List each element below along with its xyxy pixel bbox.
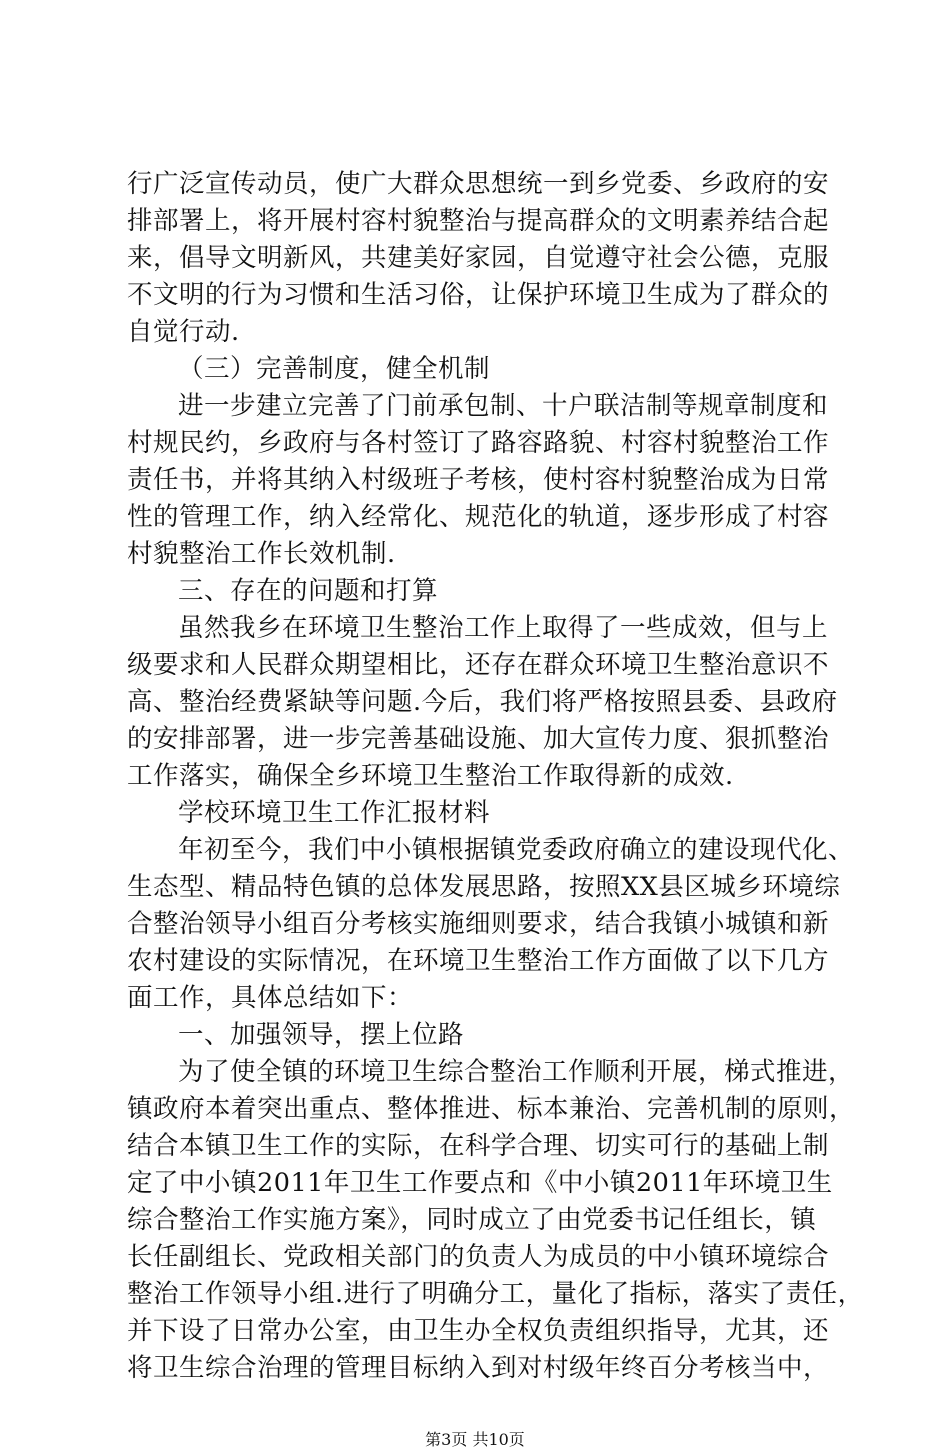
text-line: 结合本镇卫生工作的实际，在科学合理、切实可行的基础上制 (127, 1131, 830, 1161)
text-line: 村规民约，乡政府与各村签订了路容路貌、村容村貌整治工作 (127, 428, 830, 458)
page-number: 第3页 共10页 (425, 1430, 525, 1449)
text-line: 农村建设的实际情况，在环境卫生整治工作方面做了以下几方 (127, 946, 830, 976)
text-line: 来，倡导文明新风，共建美好家园，自觉遵守社会公德，克服 (127, 243, 830, 273)
text-line: 综合整治工作实施方案》，同时成立了由党委书记任组长，镇 (127, 1205, 817, 1235)
text-line: 为了使全镇的环境卫生综合整治工作顺利开展，梯式推进， (178, 1057, 855, 1087)
text-line: 性的管理工作，纳入经常化、规范化的轨道，逐步形成了村容 (127, 502, 830, 532)
section-heading: （三）完善制度，健全机制 (178, 354, 491, 384)
text-line: 责任书，并将其纳入村级班子考核，使村容村貌整治成为日常 (127, 465, 830, 495)
text-line: 高、整治经费紧缺等问题.今后，我们将严格按照县委、县政府 (127, 687, 838, 717)
section-heading: 三、存在的问题和打算 (178, 576, 439, 606)
text-line: 自觉行动. (127, 317, 240, 347)
text-line: 将卫生综合治理的管理目标纳入到对村级年终百分考核当中， (127, 1353, 830, 1383)
text-line: 工作落实，确保全乡环境卫生整治工作取得新的成效. (127, 761, 734, 791)
text-line: 面工作，具体总结如下： (127, 983, 414, 1013)
text-line: 长任副组长、党政相关部门的负责人为成员的中小镇环境综合 (127, 1242, 830, 1272)
text-line: 镇政府本着突出重点、整体推进、标本兼治、完善机制的原则， (127, 1094, 856, 1124)
text-line: 整治工作领导小组.进行了明确分工，量化了指标，落实了责任， (127, 1279, 864, 1309)
document-title: 学校环境卫生工作汇报材料 (178, 798, 491, 828)
text-line: 虽然我乡在环境卫生整治工作上取得了一些成效，但与上 (178, 613, 829, 643)
text-line: 生态型、精品特色镇的总体发展思路，按照XX县区城乡环境综 (127, 872, 841, 902)
text-line: 并下设了日常办公室，由卫生办全权负责组织指导，尤其，还 (127, 1316, 830, 1346)
text-line: 年初至今，我们中小镇根据镇党委政府确立的建设现代化、 (178, 835, 855, 865)
text-line: 进一步建立完善了门前承包制、十户联洁制等规章制度和 (178, 391, 829, 421)
text-line: 不文明的行为习惯和生活习俗，让保护环境卫生成为了群众的 (127, 280, 830, 310)
text-line: 合整治领导小组百分考核实施细则要求，结合我镇小城镇和新 (127, 909, 830, 939)
text-line: 村貌整治工作长效机制. (127, 539, 396, 569)
text-line: 定了中小镇2011年卫生工作要点和《中小镇2011年环境卫生 (127, 1168, 833, 1198)
text-line: 的安排部署，进一步完善基础设施、加大宣传力度、狠抓整治 (127, 724, 830, 754)
text-line: 级要求和人民群众期望相比，还存在群众环境卫生整治意识不 (127, 650, 830, 680)
text-line: 行广泛宣传动员，使广大群众思想统一到乡党委、乡政府的安 (127, 169, 830, 199)
text-line: 排部署上，将开展村容村貌整治与提高群众的文明素养结合起 (127, 206, 830, 236)
section-heading: 一、加强领导，摆上位路 (178, 1020, 465, 1050)
